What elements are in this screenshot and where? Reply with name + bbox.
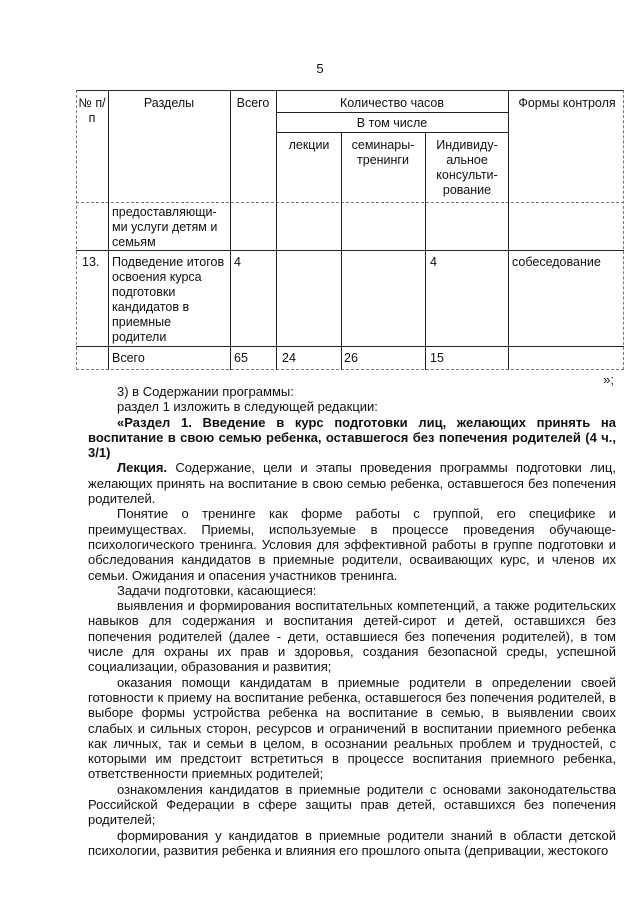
lecture-label: Лекция. [117, 460, 168, 476]
table-row-section: Подведение итогов освоения курса подготовки кандидатов в приемные родители [112, 255, 225, 344]
table-total-seminars: 26 [344, 351, 358, 365]
table-row-section: предоставляющи-ми услуги детям и семьям [112, 205, 218, 249]
table-total-individual: 15 [430, 351, 444, 365]
page-number: 5 [316, 61, 324, 76]
header-lectures: лекции [288, 138, 330, 152]
task-1: выявления и формирования воспитательных компетенций, а также родительских навыков для содержания и воспитания детей-сирот и детей, оставшихся без попечения родителей (далее - дети, оставшиеся без попечения родителей), в том числе для охраны их прав и здоровья, создания безопасной среды, успешной социализации, образования и развития; [88, 598, 616, 675]
header-num: № п/п [78, 96, 106, 125]
table-total-label: Всего [112, 351, 145, 365]
header-sections: Разделы [143, 96, 195, 110]
item-3b: раздел 1 изложить в следующей редакции: [117, 399, 378, 415]
hours-table [76, 90, 624, 370]
table-closing-quote: »; [603, 372, 614, 387]
task-2: оказания помощи кандидатам в приемные родители в определении своей готовности к приему на воспитание ребенка, оставшегося без попечения родителей, в выборе формы устройства ребенка на воспитание в семью, в выявлении своих слабых и сильных сторон, ресурсов и ограничений в воспитании приемного ребенка как личных, так и семьи в целом, в осознании реальных проблем и трудностей, с которыми им предстоит встретиться в процессе воспитания приемного ребенка, ответственности приемных родителей; [88, 674, 616, 782]
section-title: «Раздел 1. Введение в курс подготовки лиц, желающих принять на воспитание в свою семью ребенка, оставшегося без попечения родителей (4 ч., 3/1) [88, 414, 616, 461]
header-including: В том числе [356, 116, 428, 130]
item-3: 3) в Содержании программы: [117, 384, 294, 399]
lecture-paragraph [88, 460, 616, 506]
table-total-value: 65 [234, 351, 248, 365]
header-total: Всего [236, 96, 270, 110]
training-paragraph: Понятие о тренинге как форме работы с группой, его специфике и преимуществах. Приемы, используемые в процессе проведения обучающе-психологического тренинга. Условия для эффективной работы в группе подготовки и обследования кандидатов в приемные родители, осваивающих курс, и членов их семьи. Ожидания и опасения участников тренинга. [88, 506, 616, 583]
header-hours: Количество часов [339, 96, 445, 110]
header-individual: Индивиду-альное консульти-рование [436, 138, 498, 197]
table-total-lectures: 24 [282, 351, 296, 365]
document-body [88, 384, 616, 858]
header-seminars: семинары-тренинги [351, 138, 415, 167]
table-row-control: собеседование [512, 255, 601, 269]
table-row-total: 4 [234, 255, 241, 269]
tasks-intro: Задачи подготовки, касающиеся: [117, 582, 317, 598]
task-4: формирования у кандидатов в приемные родители знаний в области детской психологии, развития ребенка и влияния его прошлого опыта (депривации, жестокого [88, 827, 616, 858]
table-row-num: 13. [82, 255, 100, 269]
task-3: ознакомления кандидатов в приемные родители с основами законодательства Российской Федерации в сфере защиты прав детей, оставшихся без попечения родителей; [88, 781, 616, 828]
lecture-text: Содержание, цели и этапы проведения программы подготовки лиц, желающих принять на воспитание в свою семью ребенка, оставшегося без попечения родителей. [88, 460, 616, 507]
header-control: Формы контроля [518, 96, 616, 110]
table-row-individual: 4 [430, 255, 437, 269]
